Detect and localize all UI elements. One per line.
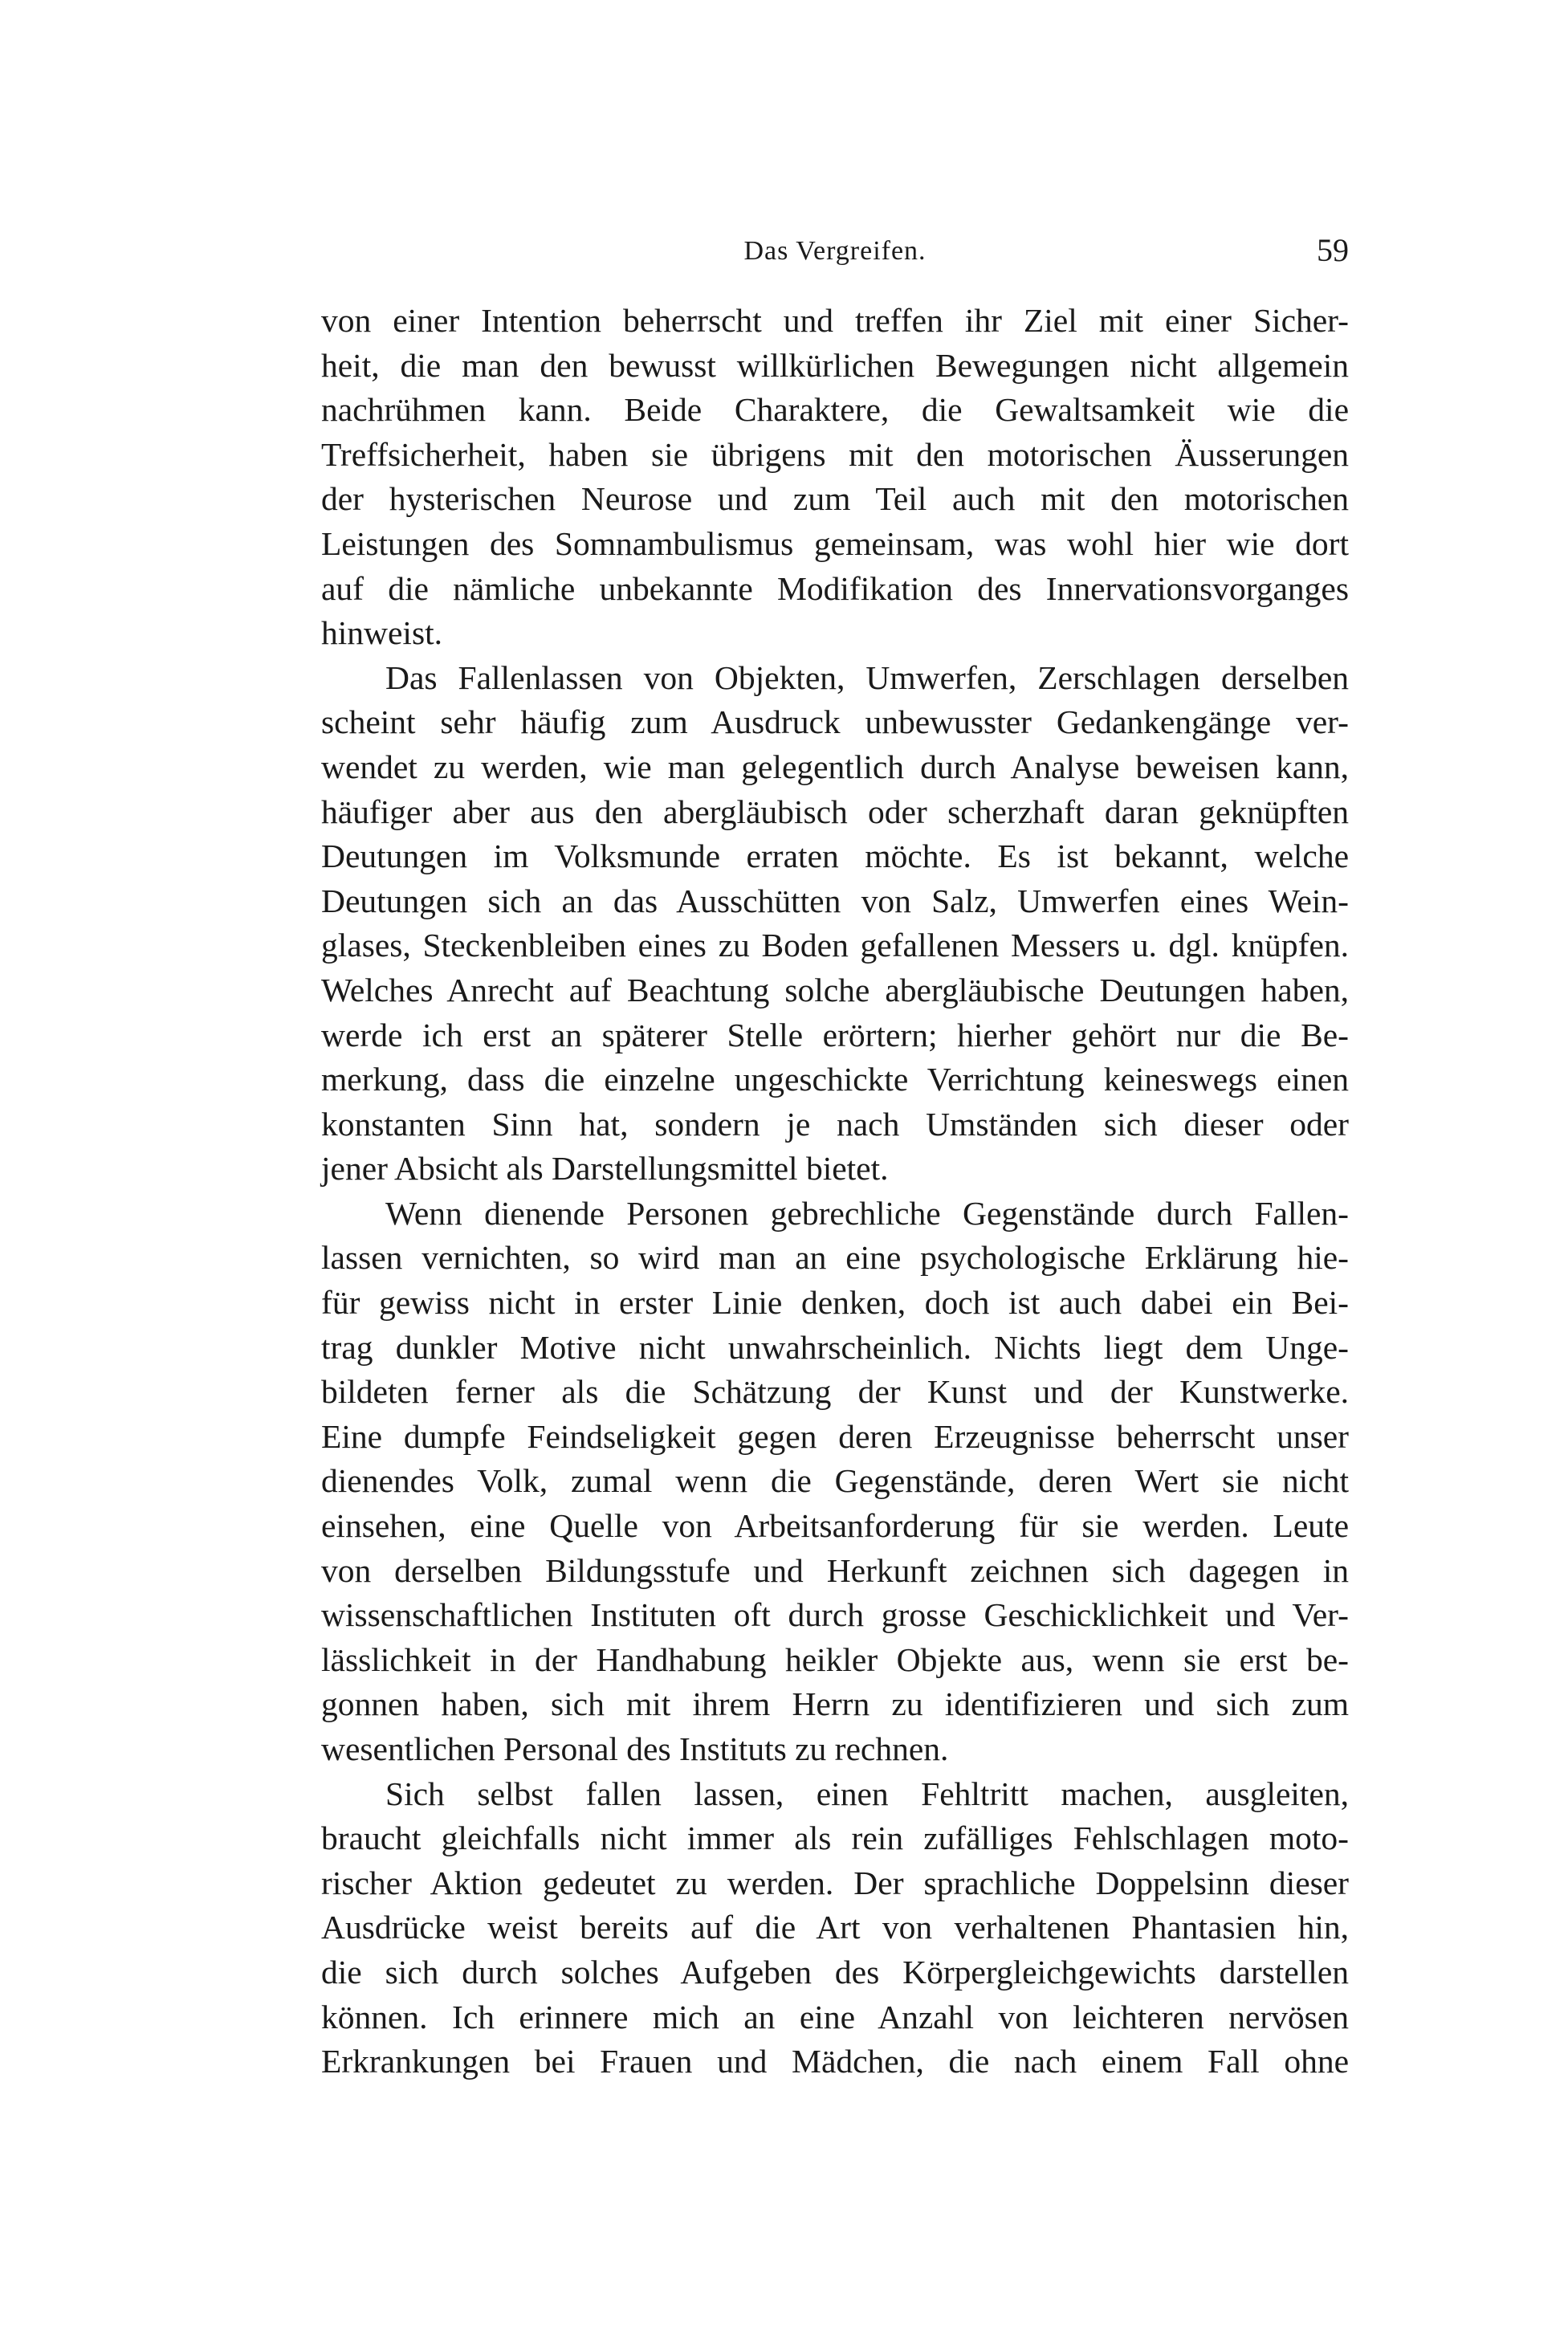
page-number: 59 [1317, 232, 1349, 268]
text-line: gonnen haben, sich mit ihrem Herrn zu identifizieren und sich zum [321, 1685, 1349, 1723]
text-line: braucht gleichfalls nicht immer als rein zufälliges Fehlschlagen moto- [321, 1819, 1349, 1857]
text-line: lassen vernichten, so wird man an eine psychologische Erklärung hie- [321, 1239, 1349, 1277]
text-line: für gewiss nicht in erster Linie denken, doch ist auch dabei ein Bei- [321, 1284, 1349, 1322]
text-line: heit, die man den bewusst willkürlichen Bewegungen nicht allgemein [321, 346, 1349, 384]
text-line: konstanten Sinn hat, sondern je nach Umständen sich dieser oder [321, 1105, 1349, 1143]
text-line: rischer Aktion gedeutet zu werden. Der sprachliche Doppelsinn dieser [321, 1864, 1349, 1901]
text-line: trag dunkler Motive nicht unwahrscheinlich. Nichts liegt dem Unge- [321, 1328, 1349, 1366]
text-line: Deutungen im Volksmunde erraten möchte. Es ist bekannt, welche [321, 837, 1349, 875]
text-line: merkung, dass die einzelne ungeschickte Verrichtung keineswegs einen [321, 1061, 1349, 1098]
text-line: einsehen, eine Quelle von Arbeitsanforderung für sie werden. Leute [321, 1507, 1349, 1545]
text-line: auf die nämliche unbekannte Modifikation des Innervationsvorganges [321, 569, 1349, 607]
text-line: von derselben Bildungsstufe und Herkunft zeichnen sich dagegen in [321, 1551, 1349, 1589]
text-line: glases, Steckenbleiben eines zu Boden gefallenen Messers u. dgl. knüpfen. [321, 927, 1349, 964]
text-line: Sich selbst fallen lassen, einen Fehltritt machen, ausgleiten, [385, 1775, 1349, 1812]
text-line: lässlichkeit in der Handhabung heikler Objekte aus, wenn sie erst be- [321, 1640, 1349, 1678]
text-line: können. Ich erinnere mich an eine Anzahl von leichteren nervösen [321, 1998, 1349, 2035]
text-line: werde ich erst an späterer Stelle erörtern; hierher gehört nur die Be- [321, 1016, 1349, 1053]
text-line: von einer Intention beherrscht und treffen ihr Ziel mit einer Sicher- [321, 302, 1349, 339]
text-line: Treffsicherheit, haben sie übrigens mit den motorischen Äusserungen [321, 435, 1349, 473]
running-title: Das Vergreifen. [743, 236, 927, 266]
text-line: die sich durch solches Aufgeben des Körpergleichgewichts darstellen [321, 1953, 1349, 1991]
text-line: bildeten ferner als die Schätzung der Kunst und der Kunstwerke. [321, 1373, 1349, 1411]
text-line: jener Absicht als Darstellungsmittel bietet. [321, 1150, 889, 1188]
text-line: Deutungen sich an das Ausschütten von Salz, Umwerfen eines Wein- [321, 882, 1349, 919]
text-line: scheint sehr häufig zum Ausdruck unbewusster Gedankengänge ver- [321, 703, 1349, 741]
text-line: Ausdrücke weist bereits auf die Art von verhaltenen Phantasien hin, [321, 1909, 1349, 1946]
text-line: wendet zu werden, wie man gelegentlich durch Analyse beweisen kann, [321, 748, 1349, 785]
text-line: dienendes Volk, zumal wenn die Gegenstände, deren Wert sie nicht [321, 1462, 1349, 1500]
text-line: Erkrankungen bei Frauen und Mädchen, die nach einem Fall ohne [321, 2043, 1349, 2080]
text-line: Leistungen des Somnambulismus gemeinsam, was wohl hier wie dort [321, 524, 1349, 562]
text-line: Welches Anrecht auf Beachtung solche abergläubische Deutungen haben, [321, 971, 1349, 1009]
text-line: Eine dumpfe Feindseligkeit gegen deren Erzeugnisse beherrscht unser [321, 1417, 1349, 1455]
text-line: Wenn dienende Personen gebrechliche Gegenstände durch Fallen- [385, 1194, 1349, 1232]
body-text [321, 299, 1349, 2084]
text-line: nachrühmen kann. Beide Charaktere, die Gewaltsamkeit wie die [321, 391, 1349, 429]
text-line: hinweist. [321, 614, 443, 652]
text-line: der hysterischen Neurose und zum Teil auch mit den motorischen [321, 480, 1349, 518]
running-head [321, 231, 1349, 271]
text-line: wissenschaftlichen Instituten oft durch grosse Geschicklichkeit und Ver- [321, 1596, 1349, 1634]
text-line: häufiger aber aus den abergläubisch oder scherzhaft daran geknüpften [321, 793, 1349, 830]
text-line: wesentlichen Personal des Instituts zu rechnen. [321, 1730, 949, 1767]
book-page [321, 0, 1349, 2343]
text-line: Das Fallenlassen von Objekten, Umwerfen, Zerschlagen derselben [385, 658, 1349, 696]
